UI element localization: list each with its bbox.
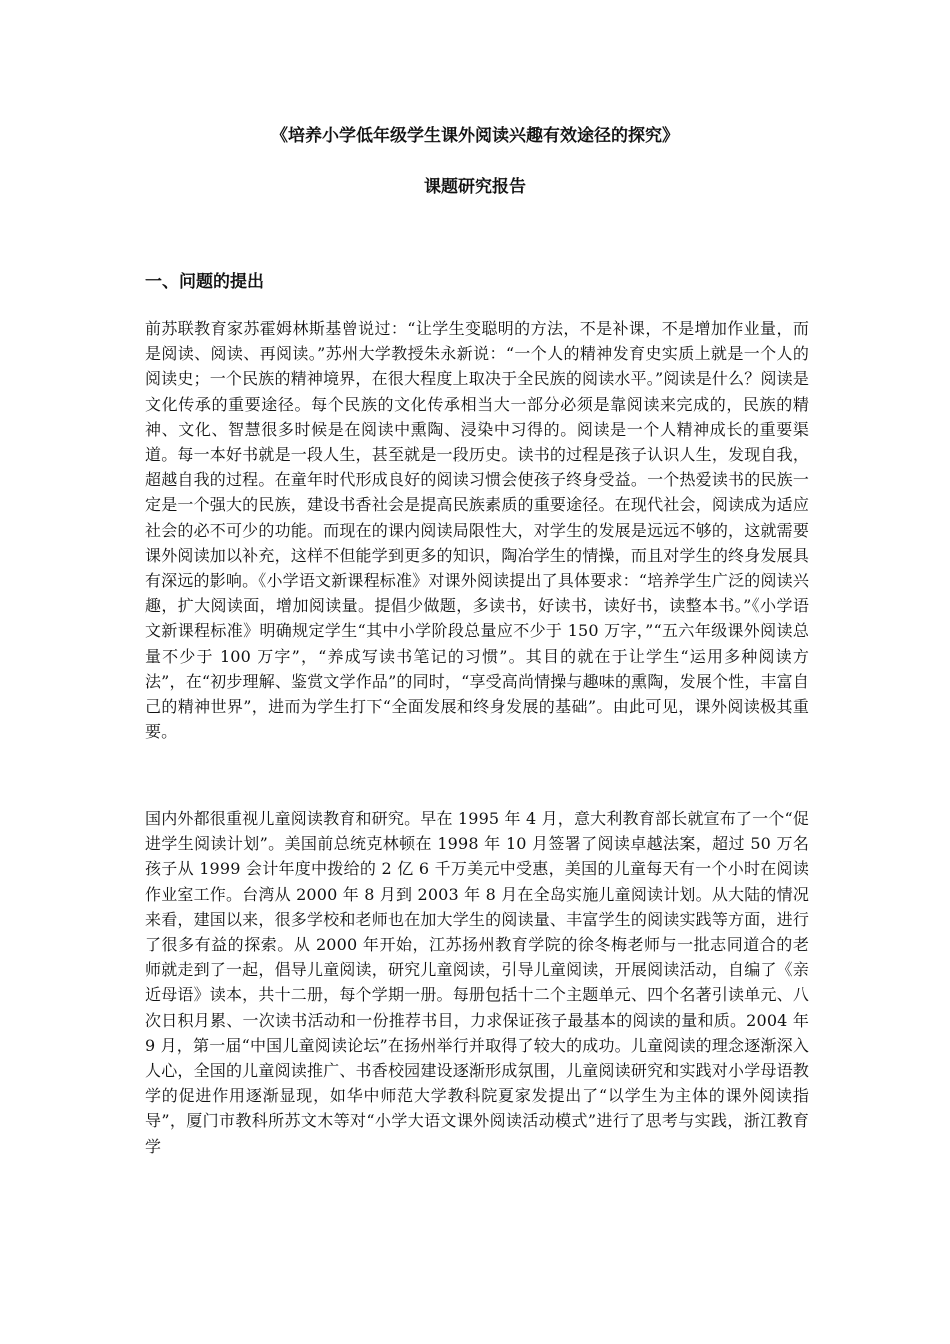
document-subtitle: 课题研究报告 [424,177,526,197]
document-title: 《培养小学低年级学生课外阅读兴趣有效途径的探究》 [271,126,679,146]
body-paragraph: 国内外都很重视儿童阅读教育和研究。早在 1995 年 4 月，意大利教育部长就宣布了一个“促进学生阅读计划”。美国前总统克林顿在 1998 年 10 月签署了阅读卓越法案，超过 50 万名孩子从 1999 会计年度中拨给的 2 亿 6 千万美元中受惠，美国的儿童每天有一个小时在阅读作业室工作。台湾从 2000 年 8 月到 2003 年 8 月在全岛实施儿童阅读计划。从大陆的情况来看，建国以来，很多学校和老师也在加大学生的阅读量、丰富学生的阅读实践等方面，进行了很多有益的探索。从 2000 年开始，江苏扬州教育学院的徐冬梅老师与一批志同道合的老师就走到了一起，倡导儿童阅读，研究儿童阅读，引导儿童阅读，开展阅读活动，自编了《亲近母语》读本，共十二册，每个学期一册。每册包括十二个主题单元、四个名著引读单元、八次日积月累、一次读书活动和一份推荐书目，力求保证孩子最基本的阅读的量和质。2004 年 9 月，第一届“中国儿童阅读论坛”在扬州举行并取得了较大的成功。儿童阅读的理念逐渐深入人心，全国的儿童阅读推广、书香校园建设逐渐形成氛围，儿童阅读研究和实践对小学母语教学的促进作用逐渐显现，如华中师范大学教科院夏家发提出了“以学生为主体的课外阅读指导”，厦门市教科所苏文木等对“小学大语文课外阅读活动模式”进行了思考与实践，浙江教育学 [145,809,809,1156]
body-paragraph: 前苏联教育家苏霍姆林斯基曾说过：“让学生变聪明的方法，不是补课，不是增加作业量，而是阅读、阅读、再阅读。”苏州大学教授朱永新说：“一个人的精神发育史实质上就是一个人的阅读史；一个民族的精神境界，在很大程度上取决于全民族的阅读水平。”阅读是什么？阅读是文化传承的重要途径。每个民族的文化传承相当大一部分必须是靠阅读来完成的，民族的精神、文化、智慧很多时候是在阅读中熏陶、浸染中习得的。阅读是一个人精神成长的重要渠道。每一本好书就是一段人生，甚至就是一段历史。读书的过程是孩子认识人生，发现自我，超越自我的过程。在童年时代形成良好的阅读习惯会使孩子终身受益。一个热爱读书的民族一定是一个强大的民族，建设书香社会是提高民族素质的重要途径。在现代社会，阅读成为适应社会的必不可少的功能。而现在的课内阅读局限性大，对学生的发展是远远不够的，这就需要课外阅读加以补充，这样不但能学到更多的知识，陶冶学生的情操，而且对学生的终身发展具有深远的影响。《小学语文新课程标准》对课外阅读提出了具体要求：“培养学生广泛的阅读兴趣，扩大阅读面，增加阅读量。提倡少做题，多读书，好读书，读好书，读整本书。”《小学语文新课程标准》明确规定学生“其中小学阶段总量应不少于 150 万字，”“五六年级课外阅读总量不少于 100 万字”，“养成写读书笔记的习惯”。其目的就在于让学生“运用多种阅读方法”，在“初步理解、鉴赏文学作品”的同时，“享受高尚情操与趣味的熏陶，发展个性，丰富自己的精神世界”，进而为学生打下“全面发展和终身发展的基础”。由此可见，课外阅读极其重要。 [145,319,809,742]
section-heading: 一、问题的提出 [145,272,264,292]
